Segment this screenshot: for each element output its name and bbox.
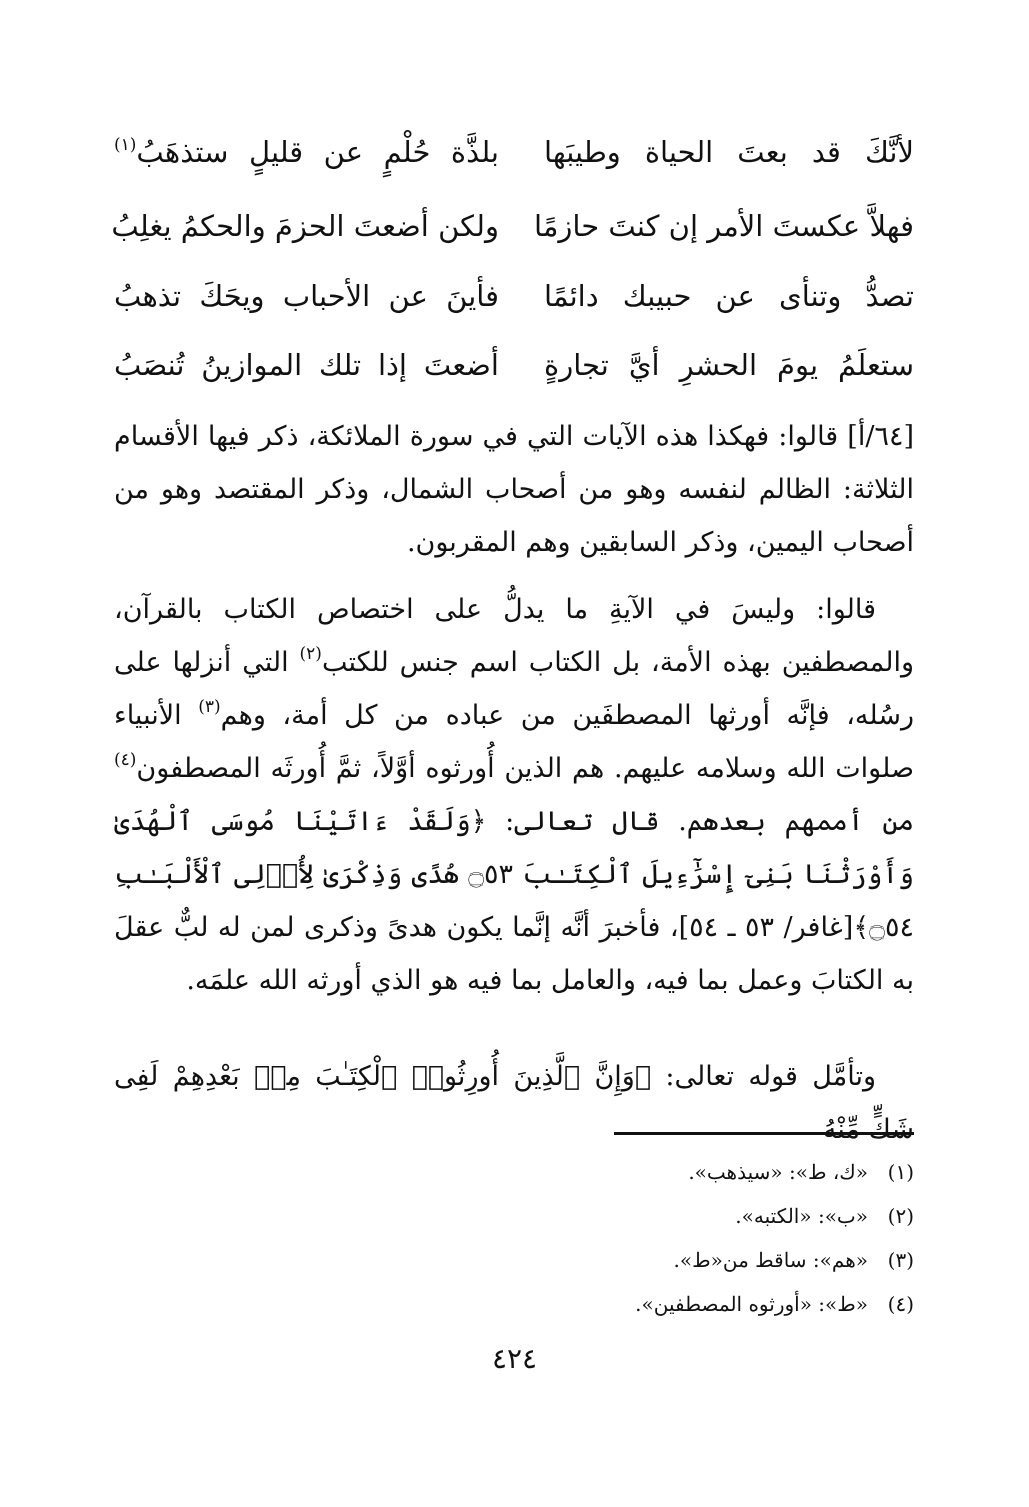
- paragraph-text: ، فأخبرَ أنَّه إنَّما يكون هدىً وذكرى لمن له لبٌّ عقلَ به الكتابَ وعمل بما فيه، والعامل بما فيه هو الذي أورثه الله علمَه.: [114, 912, 914, 996]
- footnote-item: [114, 1150, 914, 1194]
- verse-second-hemistich: فأينَ عن الأحباب ويحَكَ تذهبُ: [114, 279, 499, 313]
- page-number: ٤٢٤: [491, 1342, 538, 1375]
- poem-verse: [111, 196, 914, 256]
- footnote-number: (٤): [887, 1292, 914, 1316]
- verse-second-hemistich: بلذَّة حُلْمٍ عن قليلٍ ستذهَبُ$^{(١)}$: [114, 135, 499, 169]
- quran-reference: [غافر/ ٥٣ ـ ٥٤]: [678, 912, 854, 943]
- verse-first-hemistich: فهلاَّ عكستَ الأمر إن كنتَ حازمًا: [534, 209, 914, 243]
- footnote-number: (٣): [887, 1248, 914, 1272]
- paragraph-text: وتأمَّل قوله تعالى:: [651, 1061, 876, 1092]
- footnote-reference: (٤): [114, 750, 137, 770]
- paragraph-text: من أممهم بعدهم. قال تعالى:: [486, 806, 915, 837]
- footnote-item: [114, 1282, 914, 1326]
- paragraph-text: قالوا: وليسَ في الآيةِ ما يدلُّ على اختصاص الكتاب بالقرآن، والمصطفين بهذه الأمة، بل الكتاب اسم جنس للكتب: [114, 594, 914, 678]
- quran-verse-quote: ﴿وَلَقَدْ ءَاتَيْنَا مُوسَى ٱلْهُدَىٰ وَأَوْرَثْنَا بَنِىٓ إِسْرَٰٓءِيلَ ٱلْكِتَـٰبَ ۝٥٣ هُدًى وَذِكْرَىٰ لِأُو۟لِى ٱلْأَلْبَـٰبِ ۝٥٤﴾: [114, 806, 914, 943]
- manuscript-folio-marker: [٦٤/أ]: [847, 421, 914, 452]
- footnote-separator: [614, 1132, 914, 1135]
- footnote-reference: (١): [114, 135, 137, 155]
- verse-first-hemistich: لأنَّكَ قد بعتَ الحياة وطيبَها: [544, 135, 914, 169]
- footnote-number: (١): [887, 1160, 914, 1184]
- poem-verse: [114, 122, 914, 182]
- footnote-text: «ب»: «الكتبه».: [735, 1204, 868, 1228]
- paragraph-angels-verses: [114, 410, 914, 569]
- paragraph-text: قالوا: فهكذا هذه الآيات التي في سورة الملائكة، ذكر فيها الأقسام الثلاثة: الظالم لنفسه وهو من أصحاب الشمال، وذكر المقتصد وهو من أصحاب اليمين، وذكر السابقين وهم المقربون.: [114, 421, 914, 558]
- verse-first-hemistich: تصدُّ وتنأى عن حبيبك دائمًا: [544, 279, 914, 313]
- footnote-item: [114, 1238, 914, 1282]
- footnote-number: (٢): [887, 1204, 914, 1228]
- footnote-text: «هم»: ساقط من«ط».: [673, 1248, 868, 1272]
- paragraph-text: الأنبياء صلوات الله وسلامه عليهم. هم الذين أُورثوه أوَّلاً، ثمَّ أُورثَه المصطفون: [114, 700, 914, 784]
- verse-second-hemistich: ولكن أضعتَ الحزمَ والحكمُ يغلِبُ: [111, 209, 499, 243]
- paragraph-book-inheritance: [114, 583, 914, 1007]
- poem-verse: [114, 266, 914, 326]
- poem-verse: [114, 335, 914, 395]
- footnotes: [114, 1150, 914, 1326]
- paragraph-text: التي أنزلها على رسُله، فإنَّه أورثها المصطفَين من عباده من كل أمة، وهم: [114, 647, 914, 731]
- footnote-text: «ط»: «أورثوه المصطفين».: [635, 1292, 868, 1316]
- footnote-reference: (٣): [198, 697, 221, 717]
- verse-first-hemistich: ستعلَمُ يومَ الحشرِ أيَّ تجارةٍ: [544, 348, 914, 382]
- footnote-item: [114, 1194, 914, 1238]
- paragraph-contemplate-verse: [114, 1050, 914, 1156]
- verse-second-hemistich: أضعتَ إذا تلك الموازينُ تُنصَبُ: [114, 348, 499, 382]
- quran-verse-quote: ﴿وَإِنَّ ٱلَّذِينَ أُورِثُوا۟ ٱلْكِتَـٰبَ مِنۢ بَعْدِهِمْ لَفِى شَكٍّ مِّنْهُ: [114, 1061, 914, 1145]
- footnote-text: «ك، ط»: «سيذهب».: [688, 1160, 868, 1184]
- footnote-reference: (٢): [299, 644, 322, 664]
